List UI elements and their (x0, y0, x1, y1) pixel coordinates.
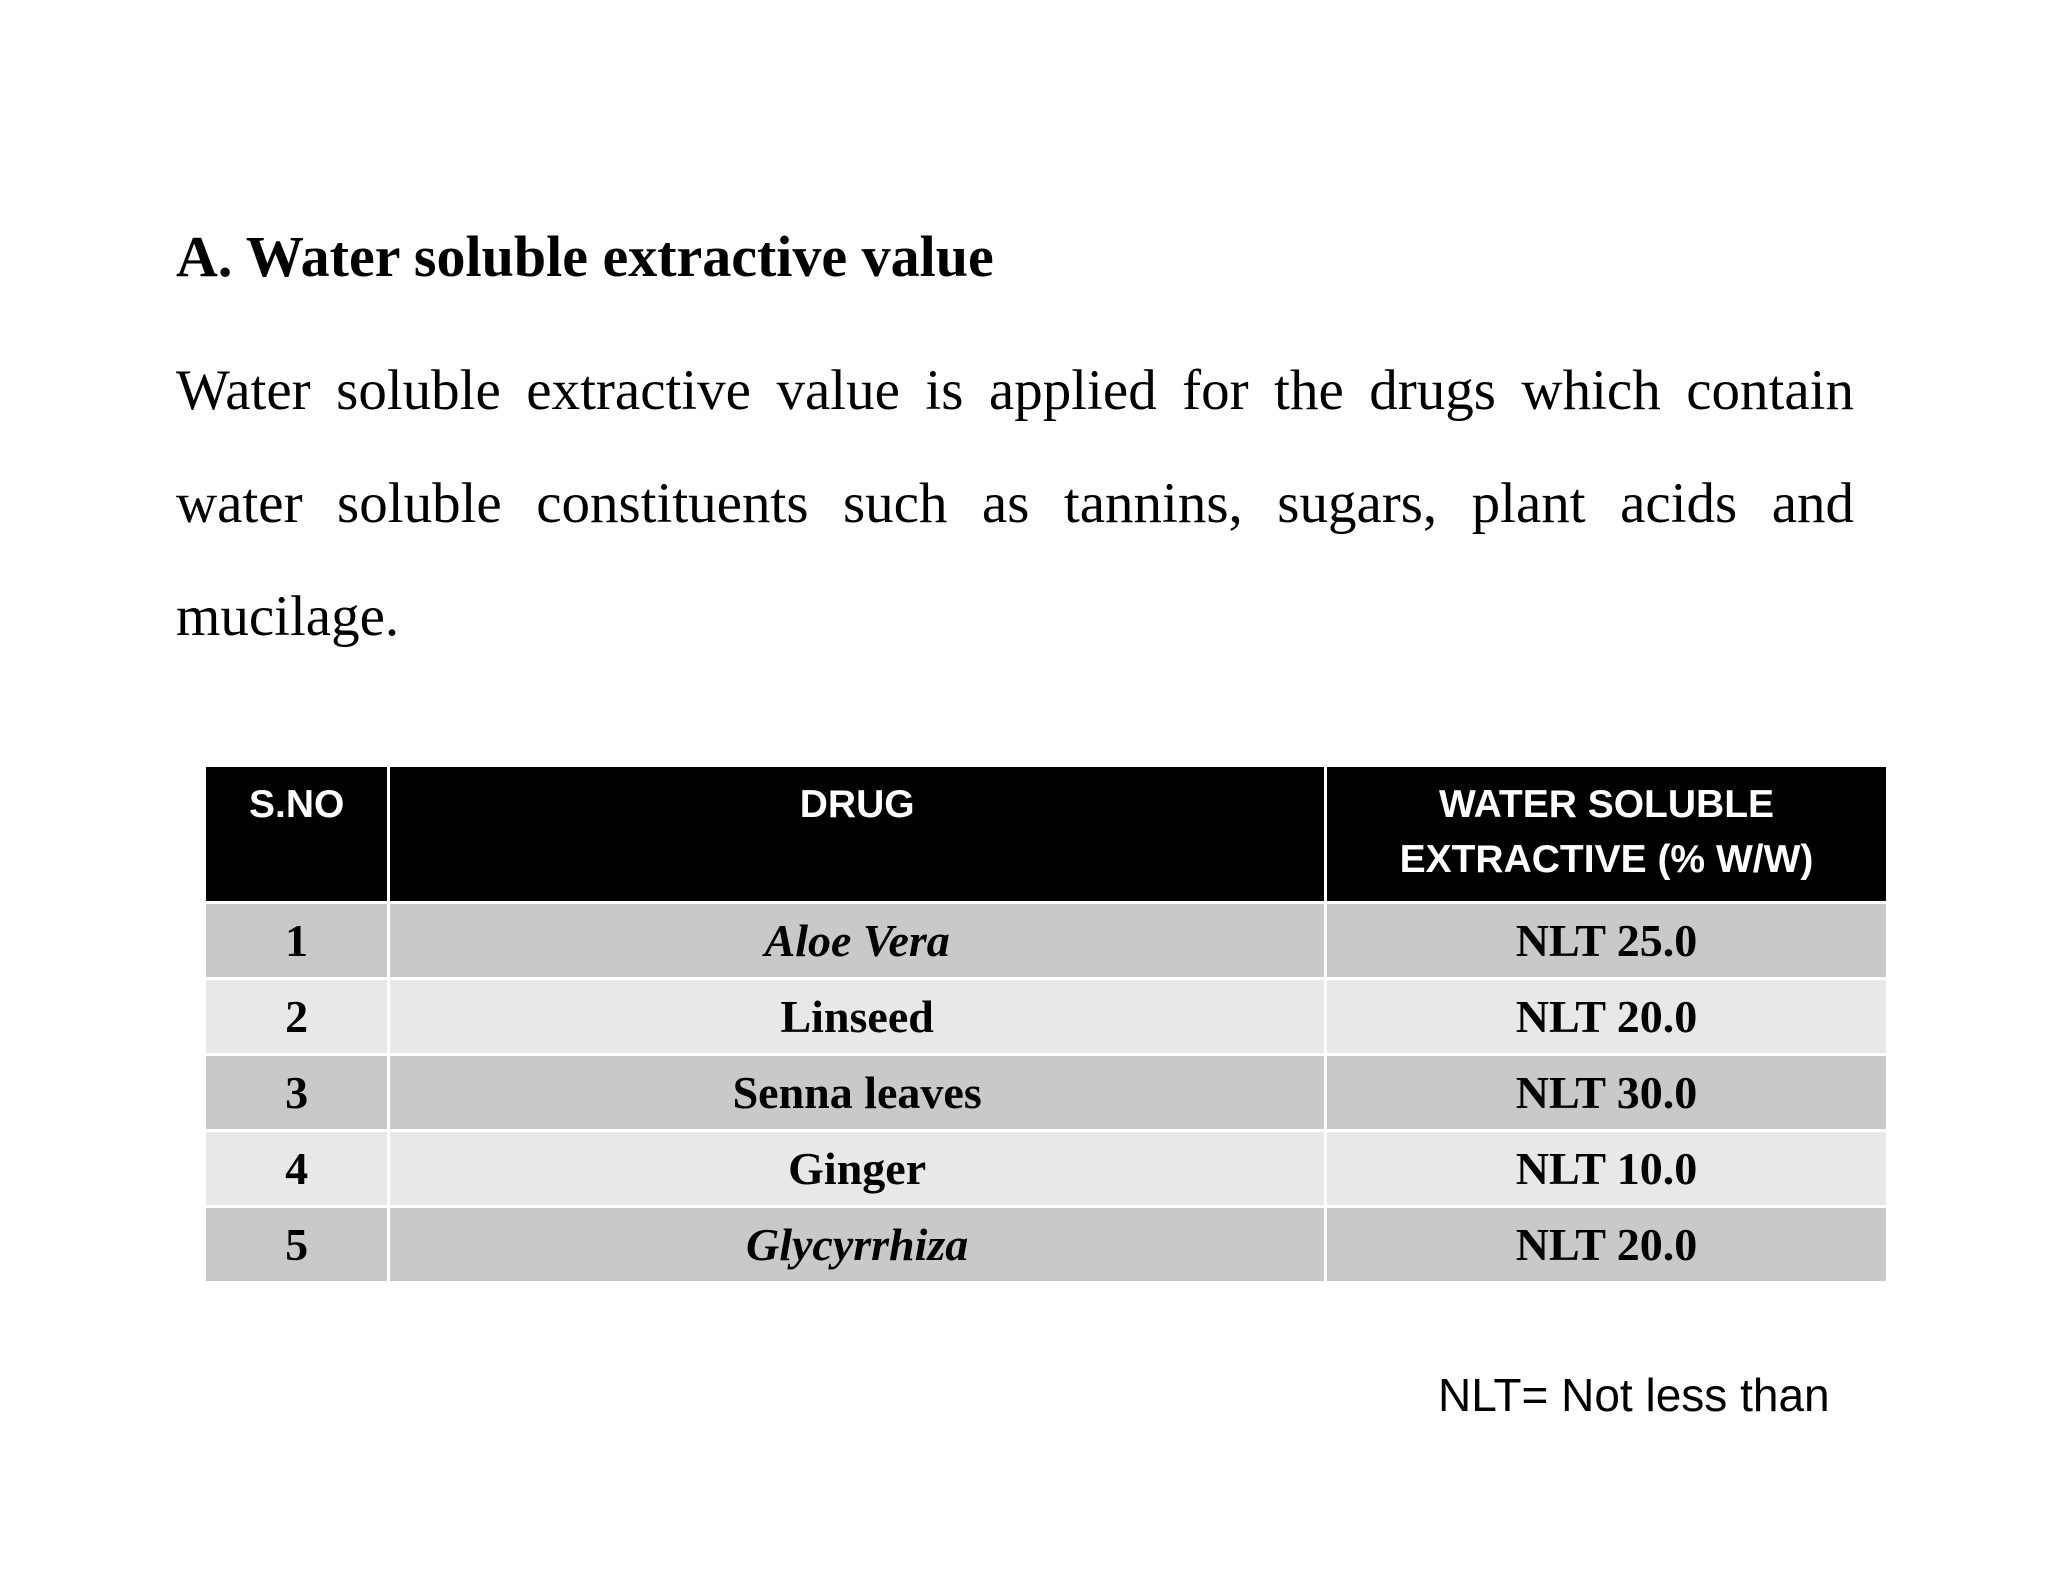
cell-sno: 1 (205, 903, 389, 979)
cell-drug: Senna leaves (389, 1055, 1326, 1131)
cell-value: NLT 20.0 (1325, 1207, 1887, 1283)
cell-value: NLT 30.0 (1325, 1055, 1887, 1131)
header-extractive-value: WATER SOLUBLE EXTRACTIVE (% W/W) (1325, 766, 1887, 903)
cell-drug: Aloe Vera (389, 903, 1326, 979)
table-row (205, 903, 1888, 979)
table-row (205, 1131, 1888, 1207)
cell-sno: 3 (205, 1055, 389, 1131)
header-sno: S.NO (205, 766, 389, 903)
cell-drug: Linseed (389, 979, 1326, 1055)
table-row (205, 1207, 1888, 1283)
cell-value: NLT 10.0 (1325, 1131, 1887, 1207)
footnote: NLT= Not less than (1438, 1369, 1830, 1421)
table-row (205, 979, 1888, 1055)
cell-sno: 5 (205, 1207, 389, 1283)
header-drug: DRUG (389, 766, 1326, 903)
extractive-value-table (203, 764, 1889, 1284)
cell-sno: 4 (205, 1131, 389, 1207)
table-row (205, 1055, 1888, 1131)
cell-sno: 2 (205, 979, 389, 1055)
section-heading: A. Water soluble extractive value (176, 224, 994, 289)
description-paragraph: Water soluble extractive value is applied for the drugs which contain water soluble constituents such as tannins, sugars, plant acids and mucilage. (176, 359, 1854, 648)
cell-drug: Glycyrrhiza (389, 1207, 1326, 1283)
table-header-row (205, 766, 1888, 903)
cell-value: NLT 20.0 (1325, 979, 1887, 1055)
cell-value: NLT 25.0 (1325, 903, 1887, 979)
cell-drug: Ginger (389, 1131, 1326, 1207)
